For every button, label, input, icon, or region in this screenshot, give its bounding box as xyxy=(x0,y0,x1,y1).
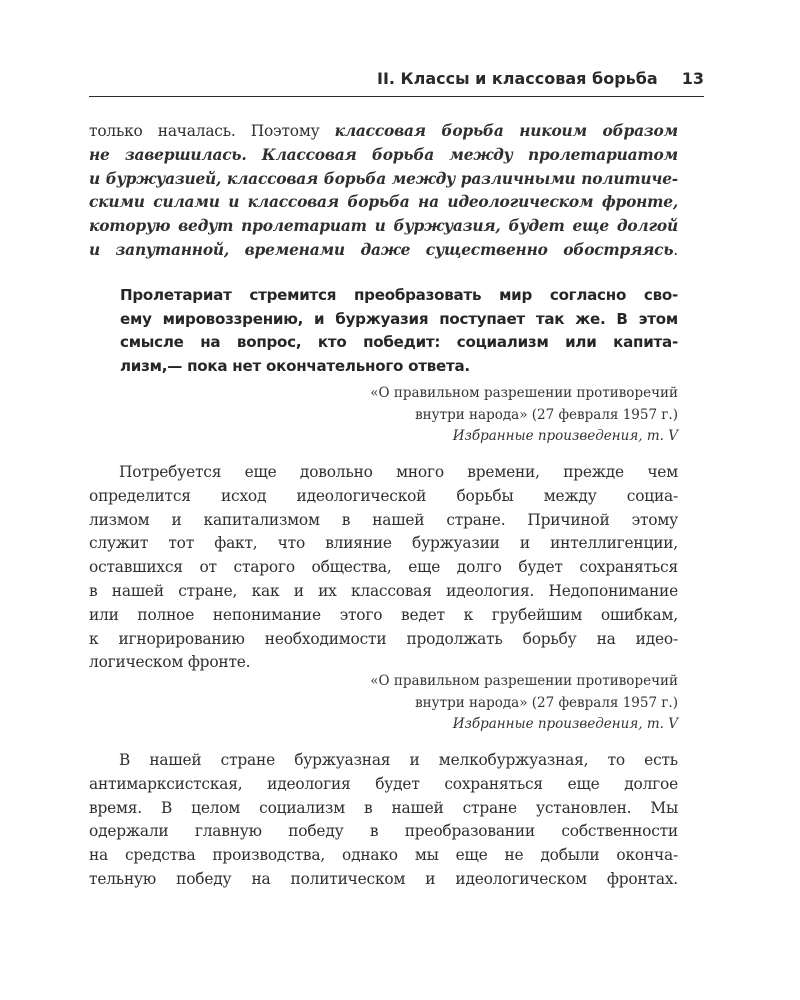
paragraph-line: определится исход идеологической борьбы между социа- xyxy=(89,486,678,505)
paragraph-line: служит тот факт, что влияние буржуазии и интеллигенции, xyxy=(89,534,678,553)
paragraph-line: одержали главную победу в преобразовании собственности xyxy=(89,822,678,841)
block-quote xyxy=(120,284,678,378)
paragraph-line: скими силами и классовая борьба на идеологическом фронте, xyxy=(89,193,678,212)
citation-line: внутри народа» (27 февраля 1957 г.) xyxy=(415,406,678,423)
paragraph-line: Потребуется еще довольно много времени, прежде чем xyxy=(119,463,678,481)
paragraph-line: оставшихся от старого общества, еще долго будет сохраняться xyxy=(89,558,678,577)
running-header xyxy=(89,66,704,97)
paragraph-line: лизмом и капитализмом в нашей стране. Причиной этому xyxy=(89,510,678,529)
paragraph-line: логическом фронте. xyxy=(89,653,251,672)
paragraph-line: которую ведут пролетариат и буржуазия, будет еще долгой xyxy=(89,217,678,236)
paragraph-line: к игнорированию необходимости продолжать борьбу на идео- xyxy=(89,629,678,648)
paragraph-line: только началась. Поэтому классовая борьба никоим образом xyxy=(89,122,678,140)
paragraph-3 xyxy=(89,749,678,892)
paragraph-1 xyxy=(89,120,678,263)
paragraph-line: или полное непонимание этого ведет к грубейшим ошибкам, xyxy=(89,605,678,624)
paragraph-line: время. В целом социализм в нашей стране установлен. Мы xyxy=(89,798,678,817)
source-citation-2 xyxy=(258,671,678,736)
source-citation-1 xyxy=(258,383,678,448)
citation-line: Избранные произведения, т. V xyxy=(452,716,678,732)
citation-line: Избранные произведения, т. V xyxy=(452,428,678,444)
paragraph-line: В нашей стране буржуазная и мелкобуржуазная, то есть xyxy=(119,751,678,769)
chapter-title: II. Классы и классовая борьба xyxy=(376,69,658,88)
citation-line: внутри народа» (27 февраля 1957 г.) xyxy=(415,694,678,711)
paragraph-line: в нашей стране, как и их классовая идеология. Недопонимание xyxy=(89,581,678,600)
citation-line: «О правильном разрешении противоречий xyxy=(370,385,678,401)
paragraph-line: антимарксистская, идеология будет сохраняться еще долгое xyxy=(89,774,678,793)
paragraph-line: и запутанной, временами даже существенно обостряясь. xyxy=(89,240,678,259)
quote-line: смысле на вопрос, кто победит: социализм или капита- xyxy=(120,333,678,351)
quote-line: ему мировоззрению, и буржуазия поступает так же. В этом xyxy=(120,309,678,328)
page-number: 13 xyxy=(681,69,704,88)
paragraph-line: не завершилась. Классовая борьба между пролетариатом xyxy=(89,145,678,164)
paragraph-line: и буржуазией, классовая борьба между различными политиче- xyxy=(89,169,678,188)
paragraph-2 xyxy=(89,461,678,675)
paragraph-line: тельную победу на политическом и идеологическом фронтах. xyxy=(89,869,678,888)
quote-line: Пролетариат стремится преобразовать мир согласно сво- xyxy=(120,286,678,304)
citation-line: «О правильном разрешении противоречий xyxy=(370,673,678,689)
quote-line: лизм,— пока нет окончательного ответа. xyxy=(120,356,470,375)
paragraph-line: на средства производства, однако мы еще не добыли оконча- xyxy=(89,846,678,865)
